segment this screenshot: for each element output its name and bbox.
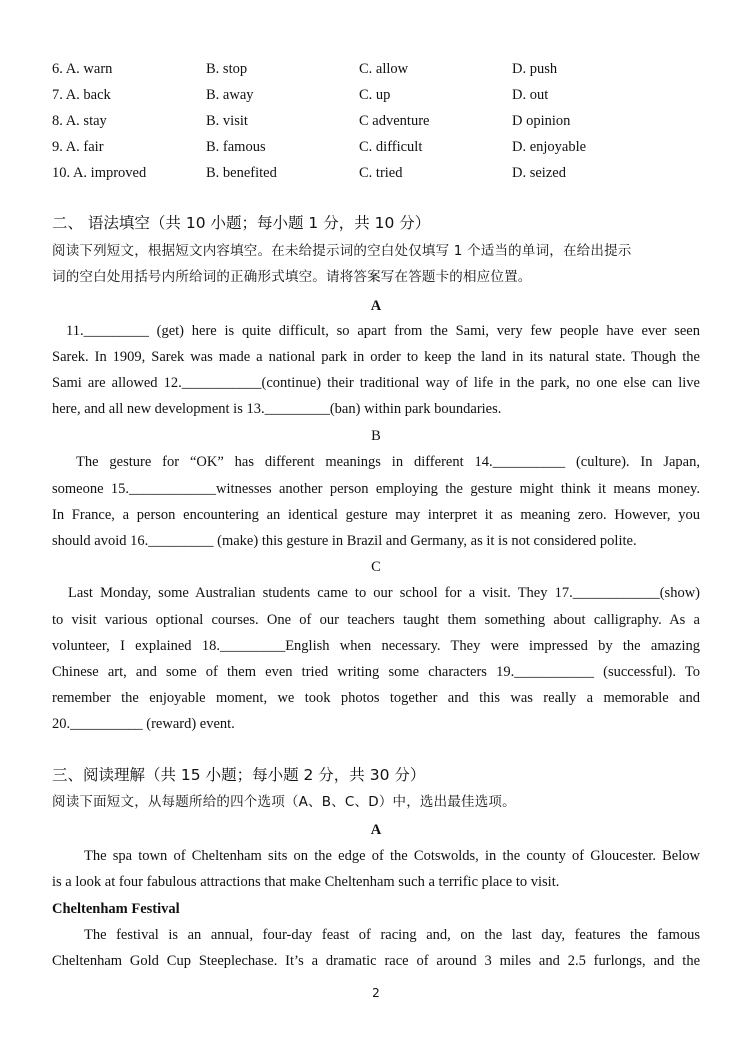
passage-a-line: Sarek. In 1909, Sarek was made a national park in order to keep the land in its natural state. Though the xyxy=(52,349,700,365)
passage-c-line: Last Monday, some Australian students came to our school for a visit. They 17.____________(show) xyxy=(68,585,700,601)
option-c: C. tried xyxy=(359,165,403,181)
option-d: D opinion xyxy=(512,113,571,129)
passage-b-line: The gesture for “OK” has different meanings in different 14.__________ (culture). In Japan, xyxy=(76,454,700,470)
section-2-title: 二、 语法填空（共 10 小题；每小题 1 分，共 10 分） xyxy=(52,214,431,232)
page-number: 2 xyxy=(372,986,380,1000)
option-d: D. push xyxy=(512,61,558,77)
option-a: 7. A. back xyxy=(52,87,111,103)
options-row-6 xyxy=(52,56,702,82)
passage-a-line: Sami are allowed 12.___________(continue) their traditional way of life in the park, no one else can live xyxy=(52,375,700,391)
option-a: 6. A. warn xyxy=(52,61,113,77)
option-a: 9. A. fair xyxy=(52,139,104,155)
passage-a-line: here, and all new development is 13._________(ban) within park boundaries. xyxy=(52,401,502,417)
passage-c-line: Chinese art, and some of them even tried writing some characters 19.___________ (successful). To xyxy=(52,664,700,680)
passage-a-label: A xyxy=(370,298,382,314)
reading-a-label: A xyxy=(370,822,382,838)
options-row-8 xyxy=(52,108,702,134)
option-b: B. visit xyxy=(206,113,248,129)
option-c: C. allow xyxy=(359,61,409,77)
option-d: D. seized xyxy=(512,165,566,181)
passage-c-label: C xyxy=(371,559,381,575)
passage-a-line: 11._________ (get) here is quite difficult, so apart from the Sami, very few people have ever seen xyxy=(66,323,700,339)
option-b: B. benefited xyxy=(206,165,277,181)
option-c: C adventure xyxy=(359,113,430,129)
reading-intro-line: is a look at four fabulous attractions that make Cheltenham such a terrific place to visit. xyxy=(52,874,560,890)
option-a: 10. A. improved xyxy=(52,165,147,181)
options-row-7 xyxy=(52,82,702,108)
option-d: D. enjoyable xyxy=(512,139,587,155)
section-3-title: 三、阅读理解（共 15 小题；每小题 2 分，共 30 分） xyxy=(52,766,426,784)
option-b: B. stop xyxy=(206,61,248,77)
reading-heading: Cheltenham Festival xyxy=(52,901,180,917)
reading-intro-line: The spa town of Cheltenham sits on the edge of the Cotswolds, in the county of Gloucester. Below xyxy=(84,848,700,864)
section-3-instruction: 阅读下面短文，从每题所给的四个选项（A、B、C、D）中，选出最佳选项。 xyxy=(52,794,516,810)
passage-b-line: someone 15.____________witnesses another person employing the gesture might think it means money. xyxy=(52,481,700,497)
option-d: D. out xyxy=(512,87,549,103)
option-b: B. away xyxy=(206,87,254,103)
passage-b-line: In France, a person encountering an identical gesture may interpret it as meaning zero. However, you xyxy=(52,507,700,523)
reading-paragraph-line: The festival is an annual, four-day feast of racing and, on the last day, features the famous xyxy=(84,927,700,943)
section-2-instruction-cont: 词的空白处用括号内所给词的正确形式填空。请将答案写在答题卡的相应位置。 xyxy=(52,269,532,285)
passage-c-line: volunteer, I explained 18._________English when necessary. They were impressed by the amazing xyxy=(52,638,700,654)
section-2-instruction: 阅读下列短文，根据短文内容填空。在未给提示词的空白处仅填写 1 个适当的单词，在给出提示 xyxy=(52,243,632,259)
options-row-9 xyxy=(52,134,702,160)
reading-paragraph-line: Cheltenham Gold Cup Steeplechase. It’s a dramatic race of around 3 miles and 2.5 furlongs, and the xyxy=(52,953,700,969)
passage-b-line: should avoid 16._________ (make) this gesture in Brazil and Germany, as it is not considered polite. xyxy=(52,533,637,549)
passage-c-line: to visit various optional courses. One of our teachers taught them something about calligraphy. As a xyxy=(52,612,700,628)
option-a: 8. A. stay xyxy=(52,113,107,129)
passage-b-label: B xyxy=(371,428,381,444)
option-c: C. difficult xyxy=(359,139,423,155)
passage-c-line: 20.__________ (reward) event. xyxy=(52,716,235,732)
passage-c-line: remember the enjoyable moment, we took photos together and this was really a memorable and xyxy=(52,690,700,706)
options-row-10 xyxy=(52,160,702,186)
option-b: B. famous xyxy=(206,139,266,155)
option-c: C. up xyxy=(359,87,391,103)
